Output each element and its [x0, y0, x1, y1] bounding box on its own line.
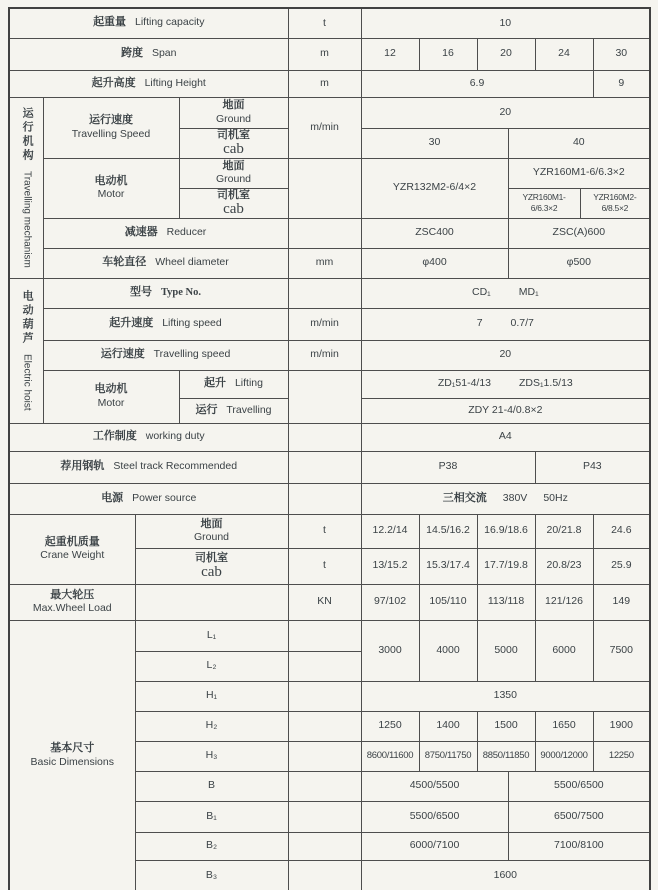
hoist-motor-label-en: Motor [97, 396, 125, 409]
dim-b2-unit [288, 832, 361, 860]
tm-speed-ground-sublabel [179, 97, 288, 128]
power-source-label-en: Power source [132, 491, 197, 504]
lifting-height-unit: m [288, 70, 361, 97]
tm-speed-ground-value: 20 [361, 97, 650, 128]
crane-weight-cab-v3: 17.7/19.8 [477, 548, 535, 584]
tm-motor-label [43, 158, 179, 218]
wheel-diameter-value-b: φ500 [508, 248, 650, 278]
dim-h3-v4: 9000/12000 [535, 741, 593, 771]
dim-b3-value: 1600 [361, 860, 650, 890]
wheel-diameter-label [43, 248, 288, 278]
lifting-height-label-zh: 起升高度 [91, 76, 136, 89]
tm-speed-cab-zh: 司机室 [217, 128, 250, 141]
power-source-value-parts [443, 492, 568, 506]
row-reducer [9, 218, 650, 248]
steel-track-value-p43: P43 [535, 451, 650, 483]
reducer-value-a: ZSC400 [361, 218, 508, 248]
reducer-unit [288, 218, 361, 248]
tm-speed-label-en: Travelling Speed [71, 127, 151, 140]
tm-motor-ground-sublabel [179, 158, 288, 188]
row-wheel-diameter [9, 248, 650, 278]
crane-weight-label [9, 514, 135, 584]
max-wheel-load-sublabel-empty [135, 584, 288, 620]
tm-motor-value-main: YZR132M2-6/4×2 [361, 158, 508, 218]
crane-weight-cab-sublabel [135, 548, 288, 584]
dim-b3-unit [288, 860, 361, 890]
tm-motor-value-cab-a: YZR160M1-6/6.3×2 [508, 188, 580, 218]
power-source-value-frequency: 50Hz [543, 491, 568, 504]
tm-motor-label-en: Motor [97, 188, 125, 201]
dim-l-v4: 6000 [535, 620, 593, 681]
reducer-value-b: ZSC(A)600 [508, 218, 650, 248]
span-label-zh: 跨度 [121, 47, 144, 60]
electric-hoist-title [11, 290, 42, 411]
travelling-mechanism-title-zh: 运行机构 [21, 107, 34, 164]
span-value-20: 20 [477, 38, 535, 70]
hoist-motor-lifting-value [361, 370, 650, 398]
dim-h2-v1: 1250 [361, 711, 419, 741]
row-crane-weight-ground [9, 514, 650, 548]
max-wheel-load-v1: 97/102 [361, 584, 419, 620]
hoist-travelling-speed-label-en: Travelling speed [153, 348, 231, 361]
type-no-label-en: Type No. [160, 287, 201, 299]
tm-speed-ground-en: Ground [215, 112, 252, 125]
row-type-no [9, 278, 650, 308]
tm-speed-label-zh: 运行速度 [89, 114, 133, 127]
travelling-mechanism-section-label [9, 97, 43, 278]
row-steel-track [9, 451, 650, 483]
dim-b1-sublabel: B₁ [135, 801, 288, 832]
dim-l-v3: 5000 [477, 620, 535, 681]
lifting-height-value: 6.9 [361, 70, 593, 97]
tm-motor-cab-sublabel [179, 188, 288, 218]
crane-weight-cab-unit: t [288, 548, 361, 584]
crane-weight-cab-en: cab [201, 564, 222, 581]
dim-h2-unit [288, 711, 361, 741]
hoist-lifting-speed-value-a: 7 [476, 317, 483, 330]
hoist-lifting-speed-label [43, 308, 288, 340]
hoist-motor-lifting-en: Lifting [234, 377, 263, 390]
dim-b-unit [288, 771, 361, 801]
crane-weight-ground-en: Ground [193, 531, 230, 544]
dim-b-v1: 4500/5500 [361, 771, 508, 801]
type-no-unit [288, 278, 361, 308]
type-no-value-md: MD₁ [518, 286, 539, 299]
hoist-lifting-speed-label-en: Lifting speed [162, 317, 222, 330]
hoist-lifting-speed-unit: m/min [288, 308, 361, 340]
max-wheel-load-label-en: Max.Wheel Load [32, 602, 112, 615]
hoist-motor-lifting-value-b: ZDS₁1.5/13 [519, 377, 573, 390]
dim-h3-v1: 8600/11600 [361, 741, 419, 771]
travelling-mechanism-title [11, 107, 42, 268]
working-duty-unit [288, 423, 361, 451]
dim-h2-v5: 1900 [593, 711, 650, 741]
basic-dimensions-label [9, 620, 135, 890]
type-no-label-zh: 型号 [130, 286, 153, 299]
tm-motor-ground-zh: 地面 [222, 159, 245, 172]
dim-h2-v3: 1500 [477, 711, 535, 741]
dim-l2-unit [288, 651, 361, 681]
hoist-travelling-speed-unit: m/min [288, 340, 361, 370]
dim-h1-value: 1350 [361, 681, 650, 711]
working-duty-label-zh: 工作制度 [92, 430, 137, 443]
hoist-motor-travelling-value: ZDY 21-4/0.8×2 [361, 398, 650, 423]
dim-h3-v2: 8750/11750 [419, 741, 477, 771]
dim-h1-unit [288, 681, 361, 711]
span-label-en: Span [151, 47, 177, 60]
electric-hoist-title-zh: 电动葫芦 [21, 290, 34, 347]
lifting-height-value-30m: 9 [593, 70, 650, 97]
dim-h1-sublabel: H₁ [135, 681, 288, 711]
dim-b-sublabel: B [135, 771, 288, 801]
dim-l-v1: 3000 [361, 620, 419, 681]
power-source-value-voltage: 380V [502, 491, 528, 504]
hoist-lifting-speed-value-b: 0.7/7 [510, 317, 534, 330]
working-duty-label-en: working duty [145, 430, 205, 443]
dim-b1-unit [288, 801, 361, 832]
span-value-12: 12 [361, 38, 419, 70]
steel-track-unit [288, 451, 361, 483]
max-wheel-load-v3: 113/118 [477, 584, 535, 620]
row-lifting-capacity [9, 8, 650, 38]
lifting-capacity-value: 10 [361, 8, 650, 38]
dim-b1-v1: 5500/6500 [361, 801, 508, 832]
hoist-motor-label [43, 370, 179, 423]
hoist-motor-lifting-value-a: ZD₁51-4/13 [437, 377, 492, 390]
tm-motor-cab-en: cab [223, 201, 244, 218]
reducer-label-zh: 减速器 [124, 226, 158, 239]
reducer-label [43, 218, 288, 248]
dim-l-v5: 7500 [593, 620, 650, 681]
lifting-capacity-unit: t [288, 8, 361, 38]
lifting-height-label [9, 70, 288, 97]
dim-b2-sublabel: B₂ [135, 832, 288, 860]
dim-l2-sublabel: L₂ [135, 651, 288, 681]
hoist-travelling-speed-label [43, 340, 288, 370]
crane-weight-cab-v4: 20.8/23 [535, 548, 593, 584]
power-source-label-zh: 电源 [101, 491, 124, 504]
row-tm-motor-ground [9, 158, 650, 188]
dim-h3-unit [288, 741, 361, 771]
basic-dimensions-label-en: Basic Dimensions [30, 755, 114, 768]
crane-weight-label-en: Crane Weight [40, 549, 105, 562]
power-source-value-phase: 三相交流 [442, 491, 487, 504]
row-hoist-travelling-speed [9, 340, 650, 370]
wheel-diameter-unit: mm [288, 248, 361, 278]
crane-weight-ground-v5: 24.6 [593, 514, 650, 548]
dim-l1-unit [288, 620, 361, 651]
hoist-travelling-speed-label-zh: 运行速度 [100, 348, 145, 361]
max-wheel-load-label [9, 584, 135, 620]
dim-l-v2: 4000 [419, 620, 477, 681]
row-tm-speed-ground [9, 97, 650, 128]
dim-h3-v3: 8850/11850 [477, 741, 535, 771]
crane-weight-ground-v3: 16.9/18.6 [477, 514, 535, 548]
tm-speed-cab-sublabel [179, 128, 288, 158]
dim-b-v2: 5500/6500 [508, 771, 650, 801]
lifting-height-label-en: Lifting Height [144, 76, 206, 89]
row-dim-l1 [9, 620, 650, 651]
span-value-24: 24 [535, 38, 593, 70]
hoist-motor-travelling-zh: 运行 [195, 403, 218, 416]
electric-hoist-title-en: Electric hoist [21, 354, 33, 411]
dim-l1-sublabel: L₁ [135, 620, 288, 651]
dim-b2-v1: 6000/7100 [361, 832, 508, 860]
hoist-motor-travelling-en: Travelling [226, 403, 272, 416]
tm-motor-label-zh: 电动机 [94, 174, 128, 187]
crane-weight-ground-unit: t [288, 514, 361, 548]
wheel-diameter-label-en: Wheel diameter [155, 256, 229, 269]
lifting-capacity-label-zh: 起重量 [93, 16, 127, 29]
hoist-travelling-speed-value: 20 [361, 340, 650, 370]
wheel-diameter-value-a: φ400 [361, 248, 508, 278]
dim-h2-v2: 1400 [419, 711, 477, 741]
hoist-lifting-speed-value [361, 308, 650, 340]
dim-b1-v2: 6500/7500 [508, 801, 650, 832]
tm-motor-value-cab-b: YZR160M2-6/8.5×2 [580, 188, 650, 218]
crane-weight-cab-v2: 15.3/17.4 [419, 548, 477, 584]
crane-spec-table [8, 7, 651, 890]
tm-speed-unit: m/min [288, 97, 361, 158]
crane-weight-ground-sublabel [135, 514, 288, 548]
span-value-30: 30 [593, 38, 650, 70]
wheel-diameter-label-zh: 车轮直径 [102, 256, 147, 269]
hoist-motor-unit [288, 370, 361, 423]
reducer-label-en: Reducer [166, 226, 207, 239]
steel-track-value-p38: P38 [361, 451, 535, 483]
electric-hoist-section-label [9, 278, 43, 423]
row-working-duty [9, 423, 650, 451]
crane-weight-cab-v5: 25.9 [593, 548, 650, 584]
hoist-motor-label-zh: 电动机 [94, 383, 128, 396]
steel-track-label-en: Steel track Recommended [113, 460, 238, 473]
hoist-motor-lifting-pair [438, 377, 573, 390]
tm-speed-ground-zh: 地面 [222, 99, 245, 112]
tm-speed-label [43, 97, 179, 158]
type-no-value-pair [472, 286, 539, 299]
type-no-label [43, 278, 288, 308]
span-value-16: 16 [419, 38, 477, 70]
crane-weight-ground-v4: 20/21.8 [535, 514, 593, 548]
max-wheel-load-unit: KN [288, 584, 361, 620]
working-duty-value: A4 [361, 423, 650, 451]
row-power-source [9, 483, 650, 514]
tm-motor-unit [288, 158, 361, 218]
max-wheel-load-v5: 149 [593, 584, 650, 620]
row-hoist-motor-lifting [9, 370, 650, 398]
tm-motor-cab-zh: 司机室 [217, 188, 250, 201]
power-source-unit [288, 483, 361, 514]
hoist-motor-lifting-zh: 起升 [204, 377, 227, 390]
hoist-lifting-speed-label-zh: 起升速度 [109, 317, 154, 330]
dim-h2-sublabel: H₂ [135, 711, 288, 741]
tm-motor-ground-en: Ground [215, 173, 252, 186]
lifting-capacity-label [9, 8, 288, 38]
power-source-label [9, 483, 288, 514]
lifting-capacity-label-en: Lifting capacity [134, 16, 205, 29]
hoist-motor-travelling-sublabel [179, 398, 288, 423]
row-lifting-height [9, 70, 650, 97]
type-no-value [361, 278, 650, 308]
power-source-value [361, 483, 650, 514]
tm-motor-value-ground: YZR160M1-6/6.3×2 [508, 158, 650, 188]
tm-speed-cab-value-40: 40 [508, 128, 650, 158]
crane-weight-label-zh: 起重机质量 [44, 535, 100, 548]
steel-track-label-zh: 荐用钢轨 [60, 460, 105, 473]
max-wheel-load-v2: 105/110 [419, 584, 477, 620]
crane-weight-cab-zh: 司机室 [195, 551, 228, 564]
row-span [9, 38, 650, 70]
crane-weight-cab-v1: 13/15.2 [361, 548, 419, 584]
steel-track-label [9, 451, 288, 483]
dim-h3-sublabel: H₃ [135, 741, 288, 771]
dim-b2-v2: 7100/8100 [508, 832, 650, 860]
tm-speed-cab-value-30: 30 [361, 128, 508, 158]
dim-h2-v4: 1650 [535, 711, 593, 741]
max-wheel-load-label-zh: 最大轮压 [50, 588, 95, 601]
crane-weight-ground-v1: 12.2/14 [361, 514, 419, 548]
hoist-motor-lifting-sublabel [179, 370, 288, 398]
crane-weight-ground-v2: 14.5/16.2 [419, 514, 477, 548]
tm-speed-cab-en: cab [223, 141, 244, 158]
crane-weight-ground-zh: 地面 [200, 517, 223, 530]
span-unit: m [288, 38, 361, 70]
hoist-lifting-speed-pair [477, 317, 534, 330]
dim-h3-v5: 12250 [593, 741, 650, 771]
type-no-value-cd: CD₁ [472, 286, 491, 299]
travelling-mechanism-title-en: Travelling mechanism [21, 171, 33, 268]
row-hoist-lifting-speed [9, 308, 650, 340]
span-label [9, 38, 288, 70]
basic-dimensions-label-zh: 基本尺寸 [50, 741, 95, 754]
working-duty-label [9, 423, 288, 451]
row-max-wheel-load [9, 584, 650, 620]
max-wheel-load-v4: 121/126 [535, 584, 593, 620]
dim-b3-sublabel: B₃ [135, 860, 288, 890]
